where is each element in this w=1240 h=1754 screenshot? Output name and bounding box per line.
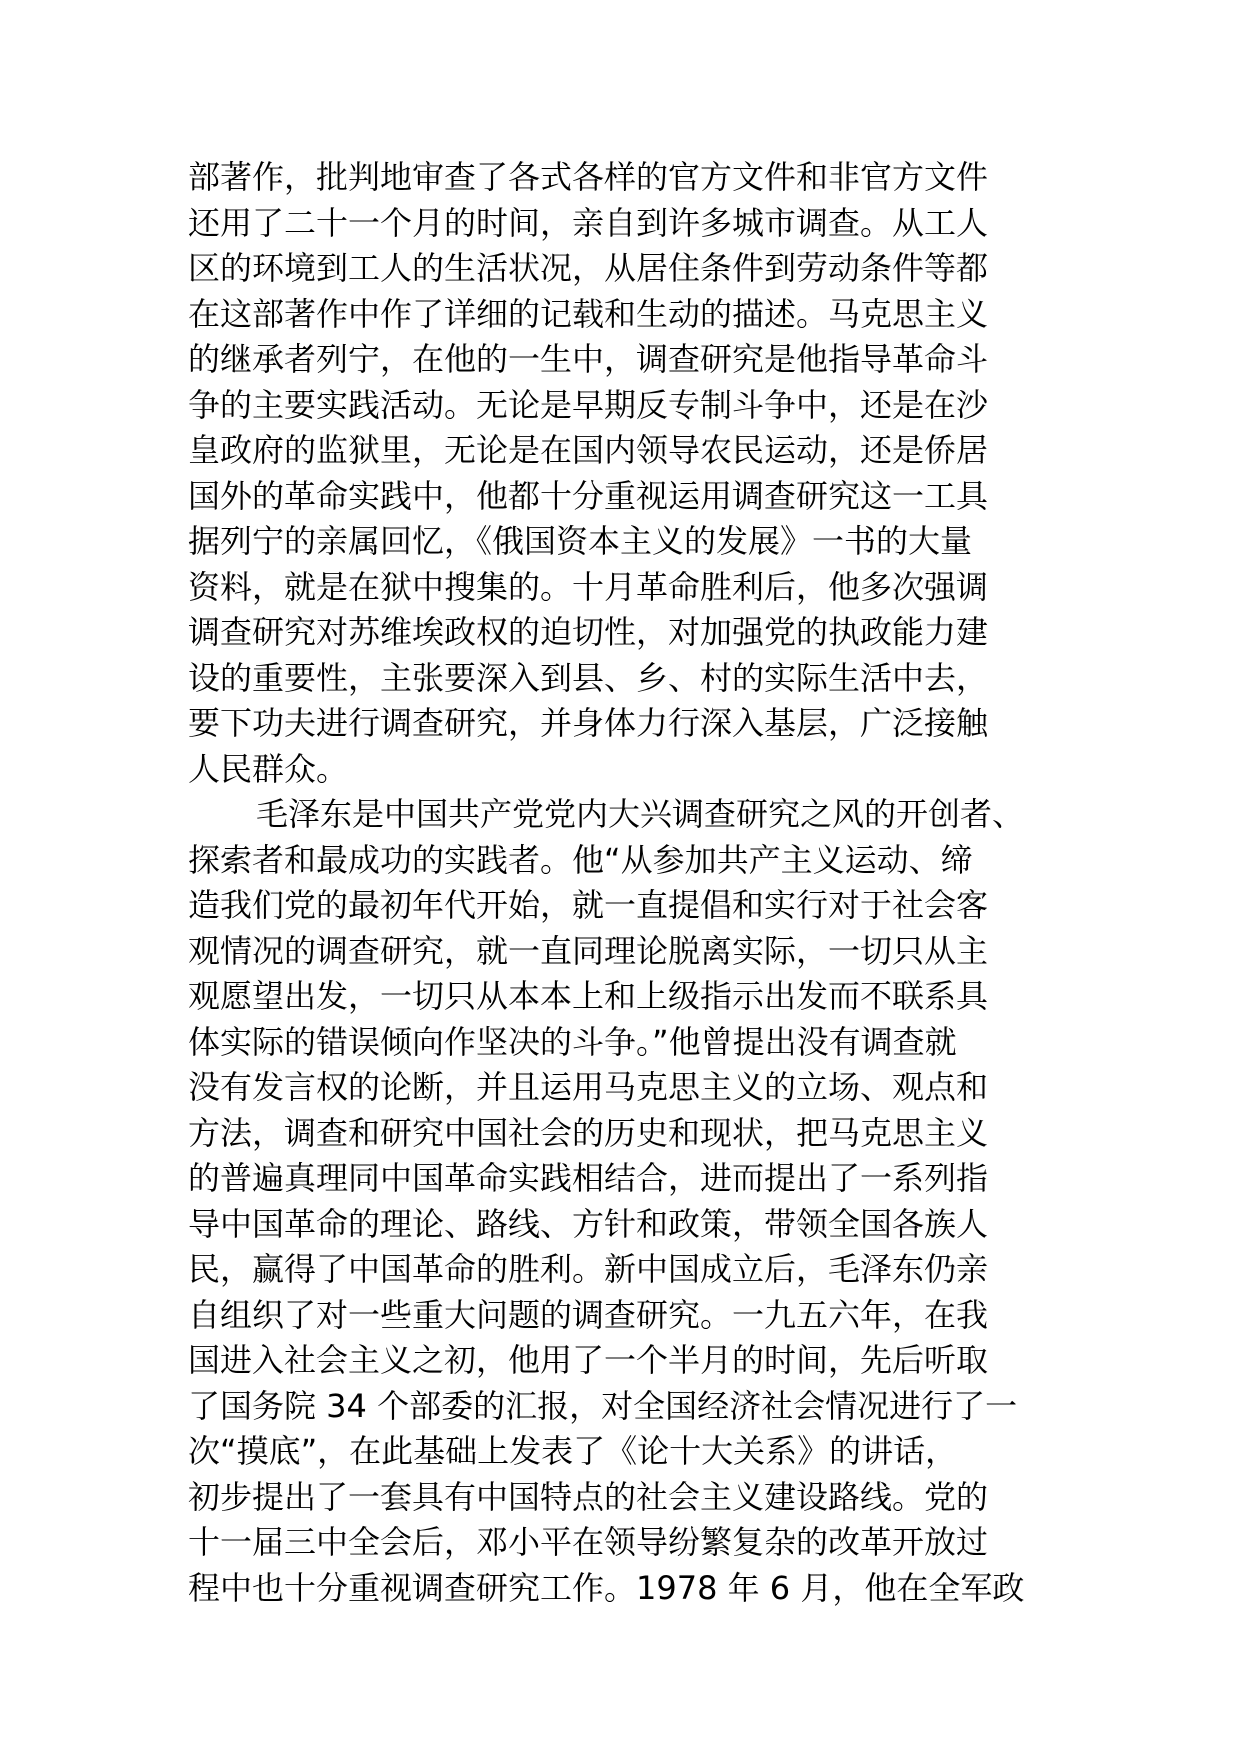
paragraph-first-line: 毛泽东是中国共产党党内大兴调查研究之风的开创者、 bbox=[256, 795, 1025, 833]
text-line: 方法，调查和研究中国社会的历史和现状，把马克思主义 bbox=[188, 1113, 989, 1152]
text-line: 调查研究对苏维埃政权的迫切性，对加强党的执政能力建 bbox=[188, 613, 989, 651]
text-line: 次“摸底”，在此基础上发表了《论十大关系》的讲话， bbox=[188, 1432, 958, 1470]
text-line: 国进入社会主义之初，他用了一个半月的时间，先后听取 bbox=[188, 1341, 989, 1379]
text-line: 据列宁的亲属回忆，《俄国资本主义的发展》一书的大量 bbox=[188, 522, 973, 560]
text-line: 的普遍真理同中国革命实践相结合，进而提出了一系列指 bbox=[188, 1159, 989, 1197]
text-line: 体实际的错误倾向作坚决的斗争。”他曾提出没有调查就 bbox=[188, 1022, 957, 1061]
text-line: 探索者和最成功的实践者。他“从参加共产主义运动、缔 bbox=[188, 840, 973, 879]
body-text bbox=[188, 155, 1068, 1611]
text-line: 自组织了对一些重大问题的调查研究。一九五六年，在我 bbox=[188, 1295, 989, 1334]
text-line: 在这部著作中作了详细的记载和生动的描述。马克思主义 bbox=[188, 294, 989, 333]
text-line: 设的重要性，主张要深入到县、乡、村的实际生活中去， bbox=[188, 658, 989, 697]
text-line: 还用了二十一个月的时间，亲自到许多城市调查。从工人 bbox=[188, 203, 989, 242]
text-line: 人民群众。 bbox=[188, 749, 349, 788]
text-line: 没有发言权的论断，并且运用马克思主义的立场、观点和 bbox=[188, 1068, 989, 1106]
text-line: 国外的革命实践中，他都十分重视运用调查研究这一工具 bbox=[188, 476, 989, 515]
text-line: 争的主要实践活动。无论是早期反专制斗争中，还是在沙 bbox=[188, 385, 989, 424]
text-line: 观情况的调查研究，就一直同理论脱离实际，一切只从主 bbox=[188, 931, 989, 970]
text-line: 十一届三中全会后，邓小平在领导纷繁复杂的改革开放过 bbox=[188, 1523, 989, 1561]
text-line: 导中国革命的理论、路线、方针和政策，带领全国各族人 bbox=[188, 1204, 989, 1243]
text-line: 区的环境到工人的生活状况，从居住条件到劳动条件等都 bbox=[188, 249, 989, 287]
text-line: 民，赢得了中国革命的胜利。新中国成立后，毛泽东仍亲 bbox=[188, 1250, 989, 1288]
text-line: 程中也十分重视调查研究工作。1978 年 6 月，他在全军政 bbox=[188, 1568, 1025, 1607]
text-line: 的继承者列宁，在他的一生中，调查研究是他指导革命斗 bbox=[188, 340, 989, 378]
text-line: 资料，就是在狱中搜集的。十月革命胜利后，他多次强调 bbox=[188, 567, 989, 606]
text-line: 皇政府的监狱里，无论是在国内领导农民运动，还是侨居 bbox=[188, 431, 989, 469]
text-line: 造我们党的最初年代开始，就一直提倡和实行对于社会客 bbox=[188, 886, 989, 924]
text-line: 了国务院 34 个部委的汇报，对全国经济社会情况进行了一 bbox=[188, 1386, 1018, 1425]
text-line: 初步提出了一套具有中国特点的社会主义建设路线。党的 bbox=[188, 1477, 989, 1516]
text-line: 观愿望出发，一切只从本本上和上级指示出发而不联系具 bbox=[188, 977, 989, 1015]
text-line: 要下功夫进行调查研究，并身体力行深入基层，广泛接触 bbox=[188, 704, 989, 742]
text-line: 部著作，批判地审查了各式各样的官方文件和非官方文件 bbox=[188, 158, 989, 196]
